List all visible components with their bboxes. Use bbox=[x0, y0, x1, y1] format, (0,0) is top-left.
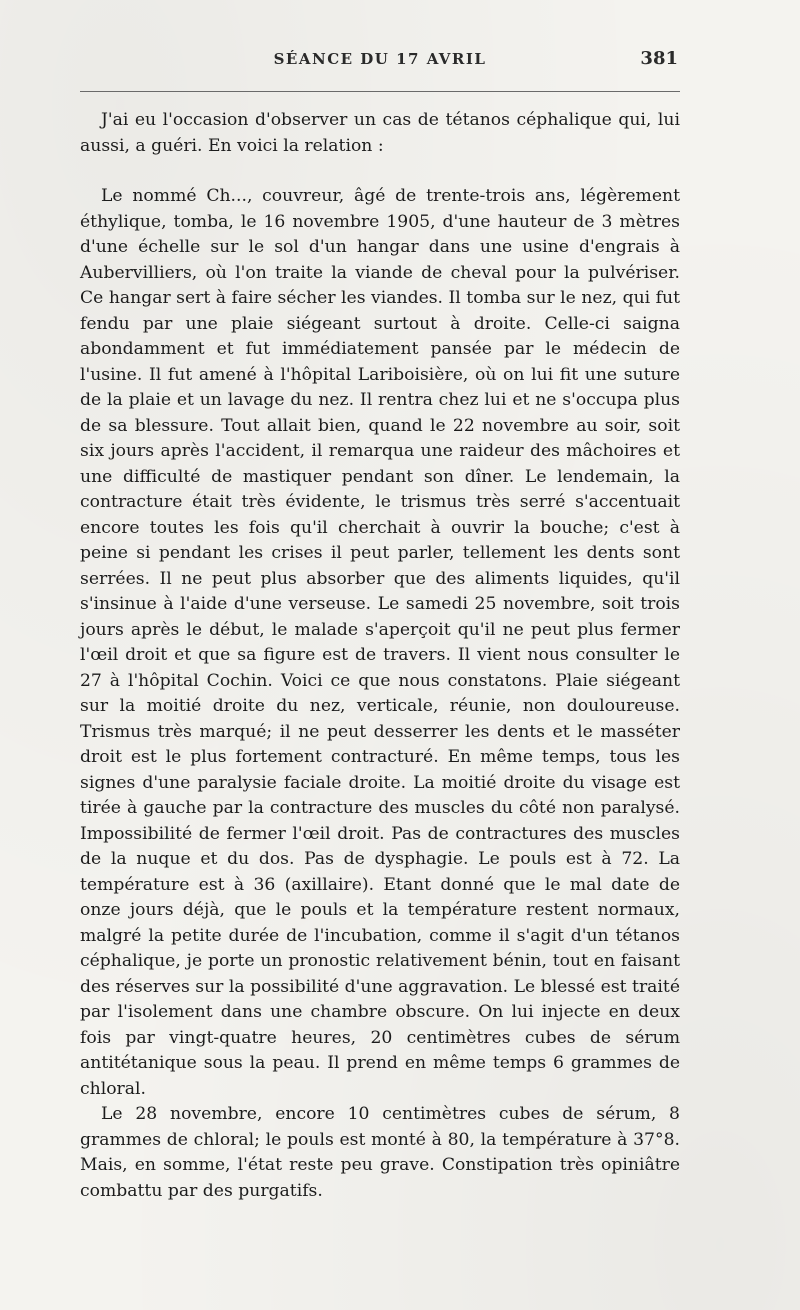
paragraph-november-28: Le 28 novembre, encore 10 centimètres cubes de sérum, 8 grammes de chloral; le pouls est monté à 80, la température à 37°8. Mais, en somme, l'état reste peu grave. Constipation très opiniâtre combattu par des purgatifs. bbox=[80, 1104, 680, 1201]
header-rule bbox=[80, 91, 680, 92]
running-head: SÉANCE DU 17 AVRIL bbox=[273, 50, 487, 68]
paragraph-intro: J'ai eu l'occasion d'observer un cas de tétanos céphalique qui, lui aussi, a guéri. En voici la relation : bbox=[80, 110, 680, 156]
body-text bbox=[80, 108, 680, 1204]
page-number: 381 bbox=[640, 48, 678, 69]
paragraph-case-report: Le nommé Ch..., couvreur, âgé de trente-trois ans, légèrement éthylique, tomba, le 16 novembre 1905, d'une hauteur de 3 mètres d'une échelle sur le sol d'un hangar dans une usine d'engrais à Aubervilliers, où l'on traite la viande de cheval pour la pulvériser. Ce hangar sert à faire sécher les viandes. Il tomba sur le nez, qui fut fendu par une plaie siégeant surtout à droite. Celle-ci saigna abondamment et fut immédiatement pansée par le médecin de l'usine. Il fut amené à l'hôpital Lariboisière, où on lui fit une suture de la plaie et un lavage du nez. Il rentra chez lui et ne s'occupa plus de sa blessure. Tout allait bien, quand le 22 novembre au soir, soit six jours après l'accident, il remarqua une raideur des mâchoires et une difficulté de mastiquer pendant son dîner. Le lendemain, la contracture était très évidente, le trismus très serré s'accentuait encore toutes les fois qu'il cherchait à ouvrir la bouche; c'est à peine si pendant les crises il peut parler, tellement les dents sont serrées. Il ne peut plus absorber que des aliments liquides, qu'il s'insinue à l'aide d'une verseuse. Le samedi 25 novembre, soit trois jours après le début, le malade s'aperçoit qu'il ne peut plus fermer l'œil droit et que sa figure est de travers. Il vient nous consulter le 27 à l'hôpital Cochin. Voici ce que nous constatons. Plaie siégeant sur la moitié droite du nez, verticale, réunie, non douloureuse. Trismus très marqué; il ne peut desserrer les dents et le masséter droit est le plus fortement contracturé. En même temps, tous les signes d'une paralysie faciale droite. La moitié droite du visage est tirée à gauche par la contracture des muscles du côté non paralysé. Impossibilité de fermer l'œil droit. Pas de contractures des muscles de la nuque et du dos. Pas de dysphagie. Le pouls est à 72. La température est à 36 (axillaire). Etant donné que le mal date de onze jours déjà, que le pouls et la température restent normaux, malgré la petite durée de l'incubation, comme il s'agit d'un tétanos céphalique, je porte un pronostic relativement bénin, tout en faisant des réserves sur la possibilité d'une aggravation. Le blessé est traité par l'isolement dans une chambre obscure. On lui injecte en deux fois par vingt-quatre heures, 20 centimètres cubes de sérum antitétanique sous la peau. Il prend en même temps 6 grammes de chloral. bbox=[80, 186, 680, 1099]
page-header bbox=[80, 46, 680, 74]
